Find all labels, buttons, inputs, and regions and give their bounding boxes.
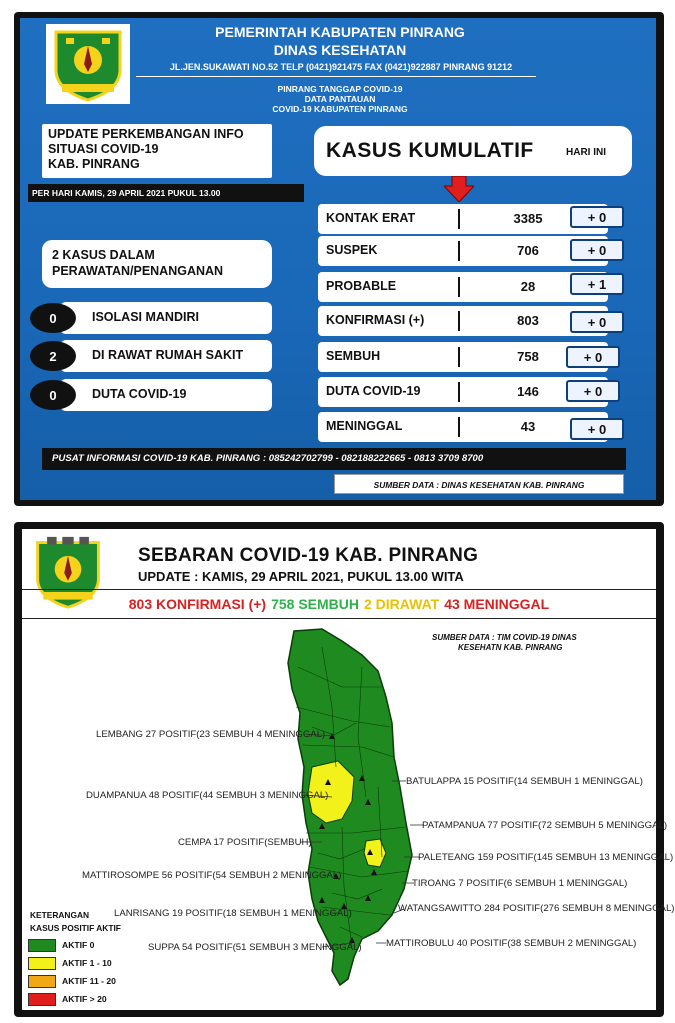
map-title: SEBARAN COVID-19 KAB. PINRANG (138, 545, 479, 566)
delta-badge: + 0 (566, 380, 620, 402)
map-update: UPDATE : KAMIS, 29 APRIL 2021, PUKUL 13.00 WITA (138, 569, 464, 584)
label-paleteang: PALETEANG 159 POSITIF(145 SEMBUH 13 MENINGGAL) (418, 852, 674, 863)
kasus-value: 43 (520, 419, 536, 434)
kasus-row-duta-covid (318, 377, 608, 407)
kasus-row-sembuh (318, 342, 608, 372)
stat-sembuh: 758 SEMBUH (271, 596, 359, 612)
kasus-label: PROBABLE (326, 279, 397, 293)
stat-konfirmasi: 803 KONFIRMASI (+) (128, 596, 267, 612)
update-line1: UPDATE PERKEMBANGAN INFO (48, 127, 244, 141)
perawatan-line2: PERAWATAN/PENANGANAN (52, 264, 224, 278)
kasus-value: 146 (517, 384, 539, 399)
divider (458, 347, 460, 367)
kumulatif-header (314, 126, 632, 176)
map-sumber-l1: SUMBER DATA : TIM COVID-19 DINAS (432, 633, 577, 642)
kasus-value: 28 (520, 279, 536, 294)
header-line1: PEMERINTAH KABUPATEN PINRANG (215, 24, 465, 40)
legend-swatch-aktif-1-10 (28, 957, 56, 970)
divider (458, 277, 460, 297)
header-address: JL.JEN.SUKAWATI NO.52 TELP (0421)921475 FAX (0421)922887 PINRANG 91212 (169, 62, 513, 72)
label-mattirobulu: MATTIROBULU 40 POSITIF(38 SEMBUH 2 MENINGGAL) (386, 938, 637, 949)
label-tiroang: TIROANG 7 POSITIF(6 SEMBUH 1 MENINGGAL) (412, 878, 628, 889)
delta-badge: + 0 (570, 206, 624, 228)
covid-info-panel (14, 12, 664, 506)
header-divider (136, 76, 536, 77)
status-item-duta (60, 379, 272, 411)
update-line3: KAB. PINRANG (48, 157, 140, 171)
delta-badge: + 0 (566, 346, 620, 368)
label-duampanua: DUAMPANUA 48 POSITIF(44 SEMBUH 3 MENINGGAL) (86, 790, 329, 801)
legend-label: AKTIF 11 - 20 (62, 976, 116, 986)
status-label: DUTA COVID-19 (92, 387, 187, 401)
delta-badge: + 0 (570, 239, 624, 261)
hari-ini-label: HARI INI (566, 147, 606, 158)
kasus-value: 758 (517, 349, 539, 364)
status-label: ISOLASI MANDIRI (92, 310, 199, 324)
header-sub1: PINRANG TANGGAP COVID-19 (277, 84, 403, 94)
kasus-value: 3385 (513, 211, 543, 226)
kasus-row-probable (318, 272, 608, 302)
pusat-info-bar (42, 448, 626, 470)
label-watangsawitto: WATANGSAWITTO 284 POSITIF(276 SEMBUH 8 MENINGGAL) (398, 903, 675, 914)
header-sub3: COVID-19 KABUPATEN PINRANG (272, 104, 408, 114)
header-line2: DINAS KESEHATAN (273, 42, 407, 58)
kasus-row-meninggal (318, 412, 608, 442)
kasus-value: 706 (517, 243, 539, 258)
status-label: DI RAWAT RUMAH SAKIT (92, 348, 244, 362)
legend-swatch-aktif-11-20 (28, 975, 56, 988)
label-lanrisang: LANRISANG 19 POSITIF(18 SEMBUH 1 MENINGGAL) (114, 908, 352, 919)
pusat-info-text: PUSAT INFORMASI COVID-19 KAB. PINRANG : 085242702799 - 082188222665 - 0813 3709 8700 (52, 453, 484, 464)
kasus-label: DUTA COVID-19 (326, 384, 421, 398)
legend-label: AKTIF > 20 (62, 994, 107, 1004)
perawatan-box (42, 240, 272, 288)
divider (458, 241, 460, 261)
kumulatif-title: KASUS KUMULATIF (326, 139, 534, 162)
divider (458, 417, 460, 437)
perawatan-line1: 2 KASUS DALAM (52, 248, 155, 262)
label-batulappa: BATULAPPA 15 POSITIF(14 SEMBUH 1 MENINGGAL) (406, 776, 643, 787)
divider (458, 382, 460, 402)
sumber-data-box (334, 474, 624, 494)
update-line2: SITUASI COVID-19 (48, 142, 159, 156)
covid-map-panel (14, 522, 675, 1017)
kasus-label: KONTAK ERAT (326, 211, 416, 225)
label-suppa: SUPPA 54 POSITIF(51 SEMBUH 3 MENINGGAL) (148, 942, 362, 953)
date-text: PER HARI KAMIS, 29 APRIL 2021 PUKUL 13.00 (32, 188, 221, 198)
status-item-isolasi (60, 302, 272, 334)
kasus-row-suspek (318, 236, 608, 266)
label-cempa: CEMPA 17 POSITIF(SEMBUH) (178, 837, 312, 848)
delta-badge: + 1 (570, 273, 624, 295)
legend-title1: KETERANGAN (30, 910, 90, 920)
arrow-down-icon (444, 176, 474, 202)
legend-swatch-aktif-20plus (28, 993, 56, 1006)
kasus-label: SUSPEK (326, 243, 378, 257)
stat-meninggal: 43 MENINGGAL (444, 596, 550, 612)
count-badge: 0 (30, 380, 76, 410)
label-patampanua: PATAMPANUA 77 POSITIF(72 SEMBUH 5 MENINGGAL) (422, 820, 668, 831)
stat-dirawat: 2 DIRAWAT (364, 596, 440, 612)
legend-label: AKTIF 0 (62, 940, 95, 950)
date-bar (28, 184, 304, 202)
divider (458, 209, 460, 229)
status-item-rumah-sakit (60, 340, 272, 372)
label-mattirosompe: MATTIROSOMPE 56 POSITIF(54 SEMBUH 2 MENINGGAL) (82, 870, 342, 881)
legend-label: AKTIF 1 - 10 (62, 958, 112, 968)
kasus-value: 803 (517, 313, 539, 328)
kasus-row-konfirmasi (318, 306, 608, 336)
info-panel-body (20, 18, 656, 500)
label-lembang: LEMBANG 27 POSITIF(23 SEMBUH 4 MENINGGAL) (96, 729, 326, 740)
kasus-row-kontak-erat (318, 204, 608, 234)
delta-badge: + 0 (570, 418, 624, 440)
delta-badge: + 0 (570, 311, 624, 333)
header-sub2: DATA PANTAUAN (304, 94, 376, 104)
kasus-label: SEMBUH (326, 349, 381, 363)
update-info-box (42, 124, 272, 178)
divider (458, 311, 460, 331)
count-badge: 0 (30, 303, 76, 333)
map-sumber-l2: KESEHATN KAB. PINRANG (458, 643, 563, 652)
legend-title2: KASUS POSITIF AKTIF (30, 923, 121, 933)
legend-swatch-aktif-0 (28, 939, 56, 952)
kasus-label: MENINGGAL (326, 419, 403, 433)
map-panel-body (22, 529, 675, 1010)
count-badge: 2 (30, 341, 76, 371)
kasus-label: KONFIRMASI (+) (326, 313, 425, 327)
sumber-data-text: SUMBER DATA : DINAS KESEHATAN KAB. PINRANG (373, 480, 585, 490)
kabupaten-logo (46, 24, 130, 104)
